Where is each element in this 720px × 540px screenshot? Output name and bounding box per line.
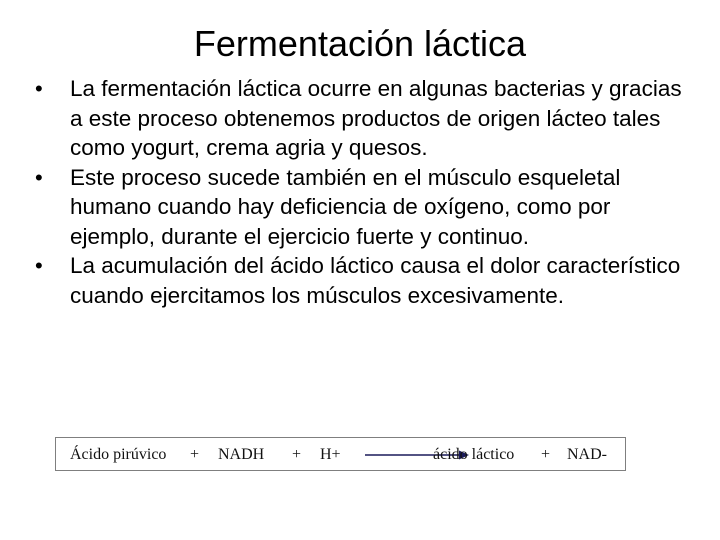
product-nad: NAD- <box>567 446 607 463</box>
bullet-item <box>35 74 695 163</box>
plus-sign: + <box>190 446 200 463</box>
bullet-text: La fermentación láctica ocurre en algunas bacterias y gracias a este proceso obtenemos productos de origen lácteo tales como yogurt, crema agria y quesos. <box>70 76 682 160</box>
bullet-icon: • <box>35 76 43 101</box>
bullet-text: La acumulación del ácido láctico causa el dolor característico cuando ejercitamos los músculos excesivamente. <box>70 253 681 308</box>
reactant-h-plus: H+ <box>320 446 341 463</box>
bullet-icon: • <box>35 164 43 190</box>
reactant-piruvic-acid: Ácido pirúvico <box>70 446 167 463</box>
plus-sign: + <box>541 446 551 463</box>
bullet-list <box>35 74 695 310</box>
product-lactic-acid: ácido láctico <box>433 446 515 463</box>
plus-sign: + <box>292 446 302 463</box>
slide-title: Fermentación láctica <box>193 23 527 64</box>
bullet-item <box>35 251 695 310</box>
bullet-item <box>35 163 695 252</box>
bullet-icon: • <box>35 253 43 278</box>
equation-image <box>55 437 626 471</box>
reactant-nadh: NADH <box>218 446 265 463</box>
bullet-text: Este proceso sucede también en el músculo esqueletal humano cuando hay deficiencia de oxígeno, como por ejemplo, durante el ejercicio fuerte y continuo. <box>70 164 621 249</box>
